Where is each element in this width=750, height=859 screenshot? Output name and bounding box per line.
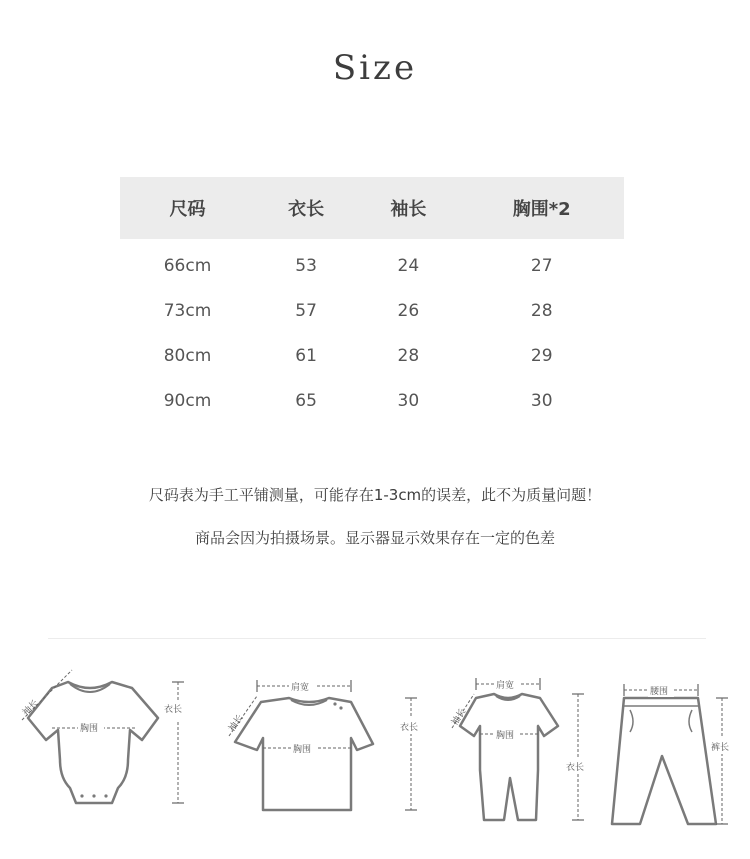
table-cell: 28 xyxy=(530,300,553,321)
sleeve-label: 袖长 xyxy=(227,713,246,734)
pants-diagram xyxy=(600,660,742,832)
shoulder-label: 肩宽 xyxy=(496,681,515,691)
chest-label: 胸围 xyxy=(80,724,99,734)
chest-label: 胸围 xyxy=(293,745,312,755)
table-cell: 26 xyxy=(397,300,420,321)
table-cell: 28 xyxy=(397,345,420,366)
table-cell: 27 xyxy=(530,255,553,276)
length-label: 衣长 xyxy=(400,723,419,733)
page-title: Size xyxy=(332,48,418,88)
sleeve-label: 袖长 xyxy=(450,707,469,728)
romper-outline xyxy=(28,682,158,803)
table-cell: 30 xyxy=(530,390,553,411)
column-header-sleeve: 袖长 xyxy=(357,177,459,239)
table-row xyxy=(120,333,624,378)
shoulder-label: 肩宽 xyxy=(291,683,310,693)
table-cell: 53 xyxy=(295,255,317,276)
table-cell: 80cm xyxy=(163,345,212,366)
column-header-size: 尺码 xyxy=(120,177,255,239)
table-cell: 30 xyxy=(397,390,420,411)
waist-label: 腰围 xyxy=(650,687,669,697)
table-cell: 73cm xyxy=(163,300,212,321)
table-cell: 90cm xyxy=(163,390,212,411)
table-cell: 61 xyxy=(295,345,317,366)
chest-label: 胸围 xyxy=(496,731,515,741)
table-cell: 29 xyxy=(530,345,553,366)
measurement-note: 尺码表为手工平铺测量，可能存在1-3cm的误差，此不为质量问题！ xyxy=(148,486,602,504)
sleeve-label: 袖长 xyxy=(21,698,41,719)
table-row xyxy=(120,288,624,333)
column-header-chest: 胸围*2 xyxy=(459,177,624,239)
romper-diagram xyxy=(8,660,200,810)
jumpsuit-diagram xyxy=(442,660,600,828)
table-row xyxy=(120,239,624,288)
table-header-row xyxy=(120,177,624,239)
size-table xyxy=(120,177,624,423)
color-difference-note: 商品会因为拍摄场景。显示器显示效果存在一定的色差 xyxy=(194,529,555,547)
jumpsuit-outline xyxy=(460,694,558,820)
pants-outline xyxy=(612,698,716,824)
length-label: 衣长 xyxy=(566,763,585,773)
tshirt-diagram xyxy=(205,660,425,820)
length-label: 衣长 xyxy=(164,705,183,715)
divider xyxy=(48,638,706,639)
length-label: 裤长 xyxy=(711,743,730,753)
table-cell: 65 xyxy=(295,390,317,411)
table-cell: 24 xyxy=(397,255,420,276)
table-cell: 66cm xyxy=(163,255,212,276)
column-header-length: 衣长 xyxy=(255,177,357,239)
table-row xyxy=(120,378,624,423)
table-cell: 57 xyxy=(295,300,317,321)
